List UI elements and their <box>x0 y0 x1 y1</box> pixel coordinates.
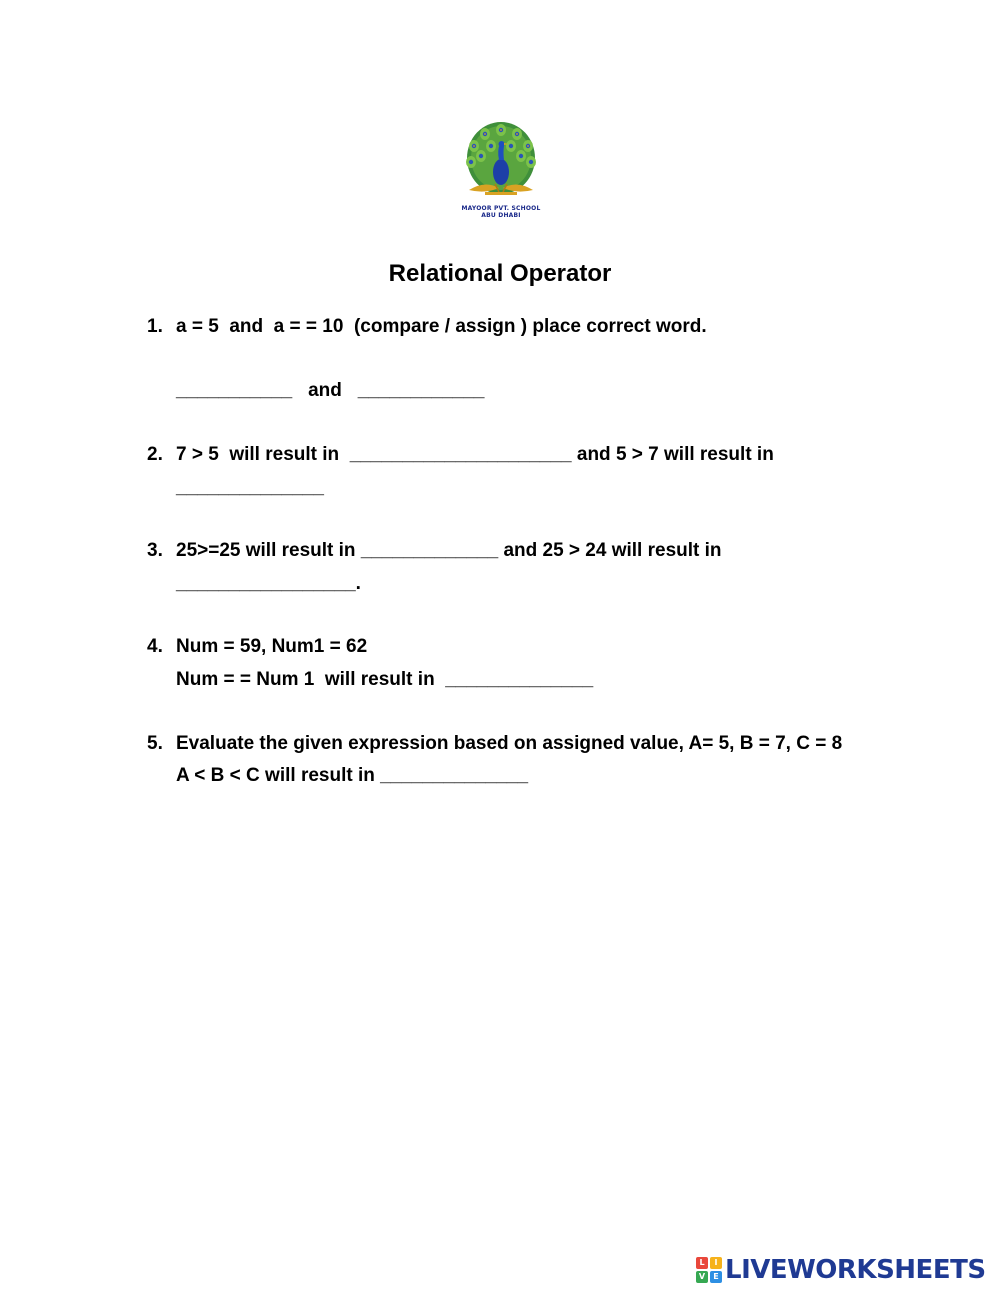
question-3-answer-blank[interactable]: _________________. <box>176 573 361 594</box>
school-location: ABU DHABI <box>481 212 521 219</box>
question-number: 2. <box>147 444 163 465</box>
question-1-answer-blanks[interactable]: ___________ and ____________ <box>176 380 485 401</box>
school-name: MAYOOR PVT. SCHOOL <box>461 205 541 212</box>
brand-blocks-icon <box>696 1257 722 1283</box>
brand-block: L <box>696 1257 708 1269</box>
question-1-text: a = 5 and a = = 10 (compare / assign ) place correct word. <box>176 316 707 337</box>
question-number: 3. <box>147 540 163 561</box>
question-2-text[interactable]: 7 > 5 will result in _____________________ and 5 > 7 will result in <box>176 444 774 465</box>
question-4-text: Num = 59, Num1 = 62 <box>176 636 368 657</box>
question-number: 1. <box>147 316 163 337</box>
brand-block: V <box>696 1271 708 1283</box>
school-logo <box>455 120 547 220</box>
question-4-answer-line[interactable]: Num = = Num 1 will result in ______________ <box>176 669 594 690</box>
brand-name: LIVEWORKSHEETS <box>725 1255 986 1285</box>
question-number: 5. <box>147 733 163 754</box>
peacock-icon <box>455 120 547 204</box>
question-2-answer-blank[interactable]: ______________ <box>176 477 324 498</box>
question-3-text[interactable]: 25>=25 will result in _____________ and 25 > 24 will result in <box>176 540 722 561</box>
question-number: 4. <box>147 636 163 657</box>
page-title: Relational Operator <box>388 260 612 287</box>
brand-block: E <box>710 1271 722 1283</box>
liveworksheets-logo[interactable] <box>696 1255 986 1285</box>
question-5-text: Evaluate the given expression based on assigned value, A= 5, B = 7, C = 8 <box>176 733 843 754</box>
brand-block: I <box>710 1257 722 1269</box>
question-5-answer-line[interactable]: A < B < C will result in ______________ <box>176 765 529 786</box>
